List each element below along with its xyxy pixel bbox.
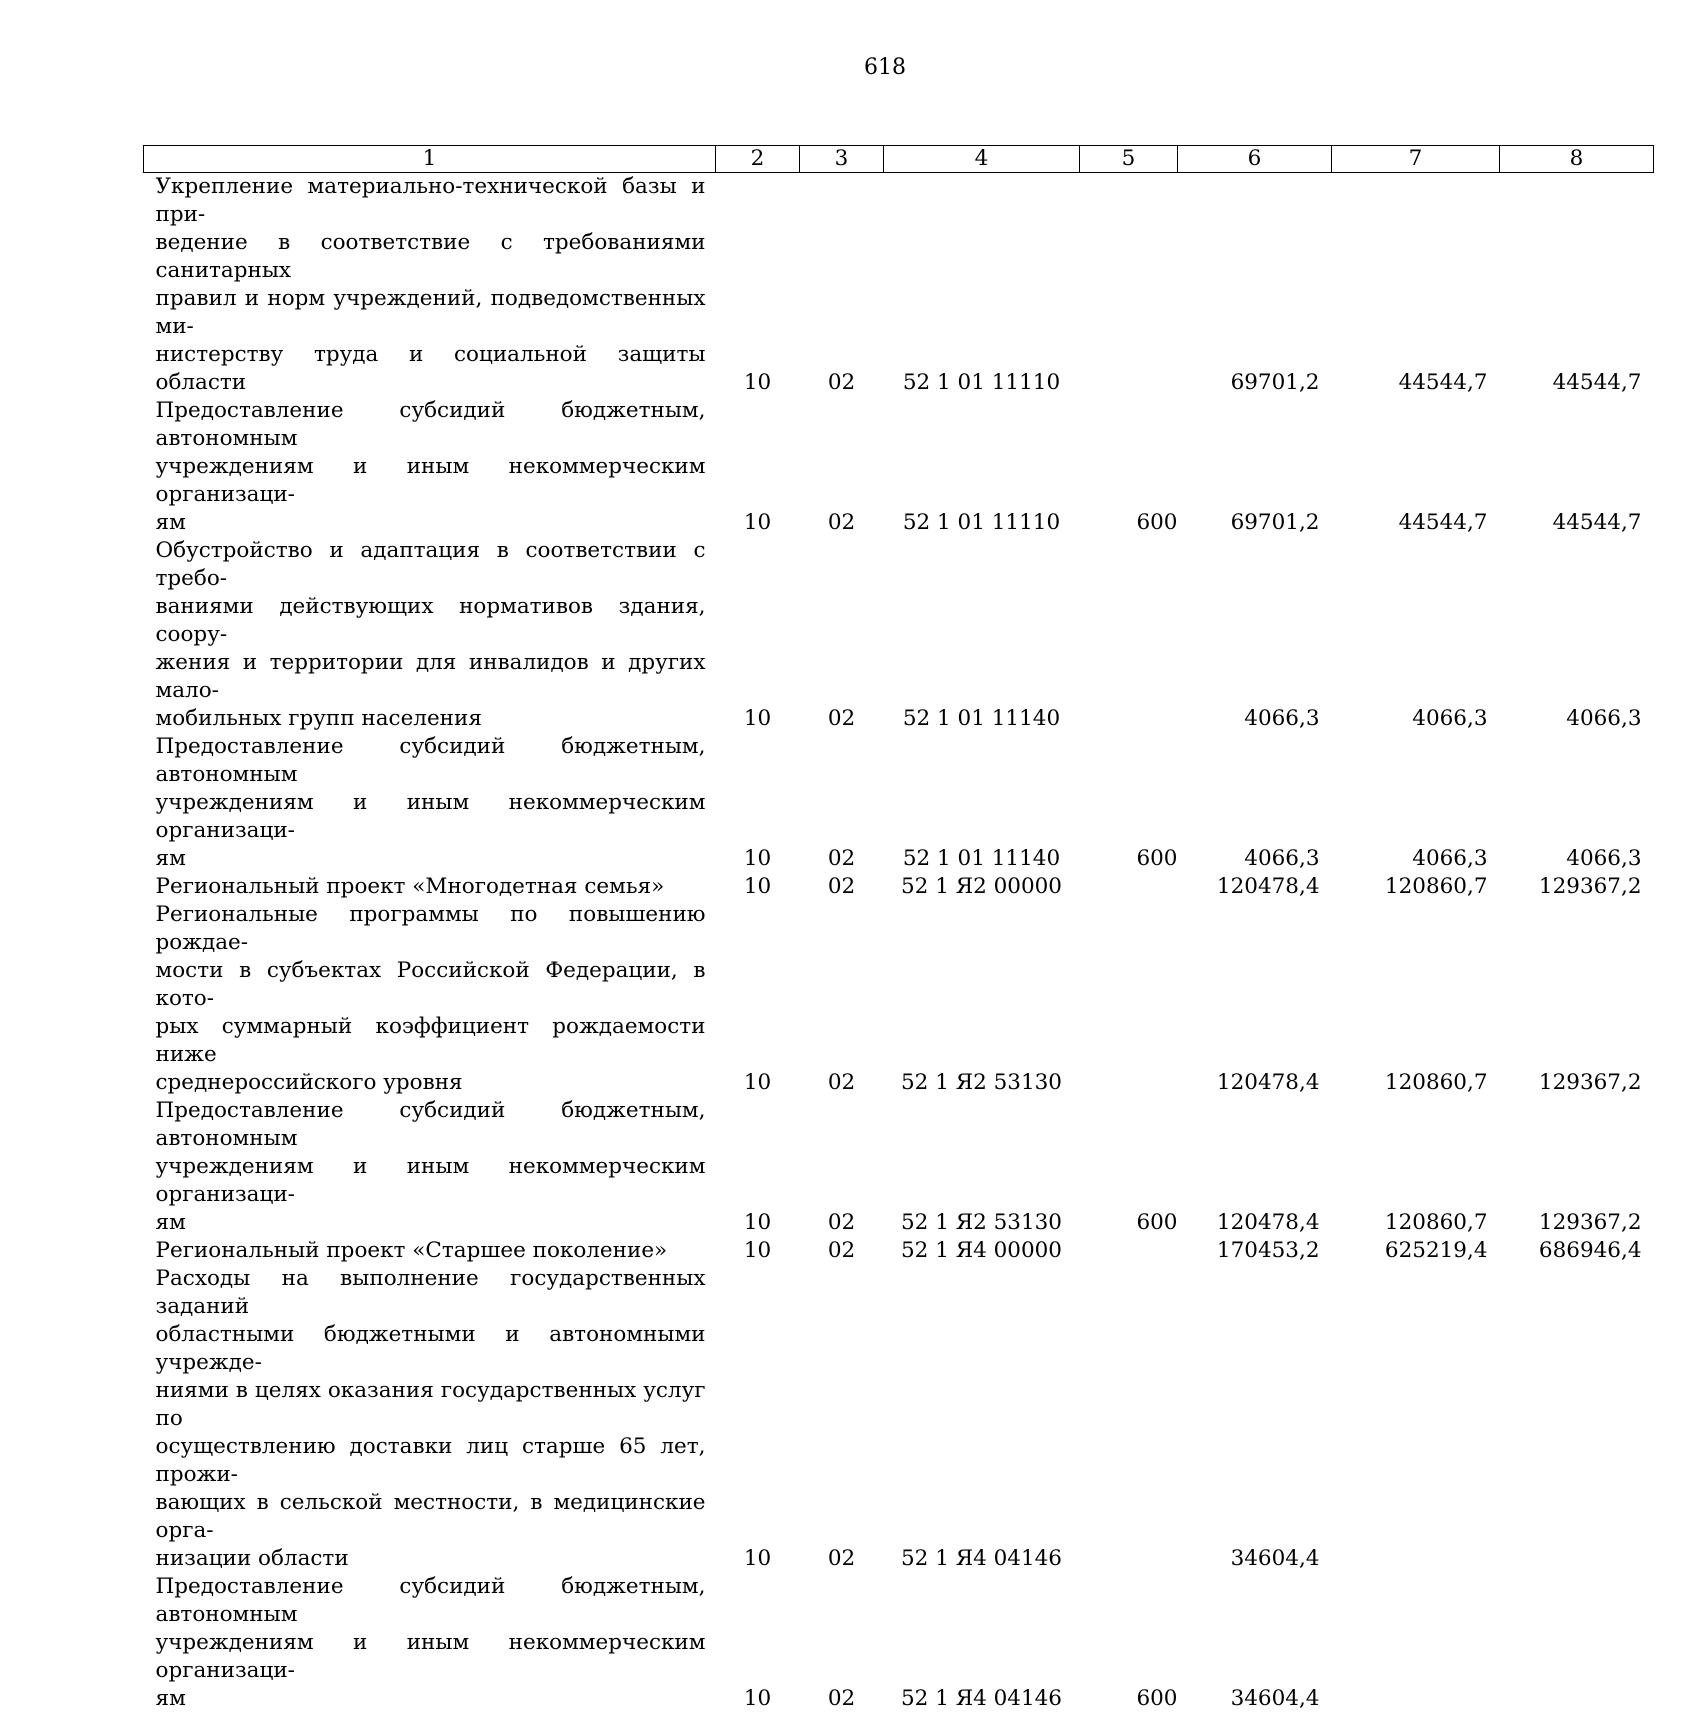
expense-type-cell xyxy=(1080,173,1178,398)
header-cell-3: 3 xyxy=(800,146,884,173)
header-cell-4: 4 xyxy=(884,146,1080,173)
amount-col6-cell: 120478,4 xyxy=(1178,901,1332,1097)
amount-col6-cell: 4066,3 xyxy=(1178,537,1332,733)
amount-col7-cell xyxy=(1332,1265,1500,1573)
amount-col8-cell: 44544,7 xyxy=(1500,173,1654,398)
target-article-cell: 52 1 01 11110 xyxy=(884,173,1080,398)
amount-col6-cell: 170453,2 xyxy=(1178,1237,1332,1265)
table-body xyxy=(144,173,1654,1713)
amount-col8-cell: 129367,2 xyxy=(1500,873,1654,901)
row-name-line: Региональный проект «Многодетная семья» xyxy=(156,873,706,901)
row-name-line: Предоставление субсидий бюджетным, автономным xyxy=(156,1573,706,1629)
row-name-line: учреждениям и иным некоммерческим организаци- xyxy=(156,789,706,845)
amount-col8-cell: 4066,3 xyxy=(1500,537,1654,733)
row-name-line: ям xyxy=(156,845,706,873)
amount-col6-cell: 69701,2 xyxy=(1178,397,1332,537)
section-cell: 10 xyxy=(716,1265,800,1573)
amount-col7-cell: 120860,7 xyxy=(1332,873,1500,901)
row-name-line: Расходы на выполнение государственных заданий xyxy=(156,1265,706,1321)
header-row xyxy=(144,146,1654,173)
row-name-cell xyxy=(144,901,716,1097)
row-name-line: Предоставление субсидий бюджетным, автономным xyxy=(156,397,706,453)
subsection-cell: 02 xyxy=(800,173,884,398)
subsection-cell: 02 xyxy=(800,1573,884,1713)
target-article-cell: 52 1 Я4 00000 xyxy=(884,1237,1080,1265)
row-name-line: Региональный проект «Старшее поколение» xyxy=(156,1237,706,1265)
expense-type-cell: 600 xyxy=(1080,397,1178,537)
row-name-cell xyxy=(144,1573,716,1713)
row-name-line: учреждениям и иным некоммерческим организаци- xyxy=(156,1153,706,1209)
page-number: 618 xyxy=(0,55,1697,80)
row-name-line: жения и территории для инвалидов и других мало- xyxy=(156,649,706,705)
target-article-cell: 52 1 01 11110 xyxy=(884,397,1080,537)
table-row xyxy=(144,537,1654,733)
amount-col8-cell xyxy=(1500,1265,1654,1573)
row-name-cell xyxy=(144,873,716,901)
row-name-cell xyxy=(144,173,716,398)
amount-col7-cell: 44544,7 xyxy=(1332,397,1500,537)
table-row xyxy=(144,173,1654,398)
amount-col7-cell: 4066,3 xyxy=(1332,537,1500,733)
amount-col7-cell xyxy=(1332,1573,1500,1713)
target-article-cell: 52 1 01 11140 xyxy=(884,537,1080,733)
row-name-line: осуществлению доставки лиц старше 65 лет, прожи- xyxy=(156,1433,706,1489)
subsection-cell: 02 xyxy=(800,537,884,733)
section-cell: 10 xyxy=(716,537,800,733)
row-name-line: ведение в соответствие с требованиями санитарных xyxy=(156,229,706,285)
subsection-cell: 02 xyxy=(800,397,884,537)
subsection-cell: 02 xyxy=(800,1237,884,1265)
section-cell: 10 xyxy=(716,901,800,1097)
table-row xyxy=(144,733,1654,873)
row-name-cell xyxy=(144,397,716,537)
target-article-cell: 52 1 Я2 53130 xyxy=(884,1097,1080,1237)
amount-col8-cell: 129367,2 xyxy=(1500,901,1654,1097)
table-row xyxy=(144,1237,1654,1265)
target-article-cell: 52 1 Я4 04146 xyxy=(884,1573,1080,1713)
row-name-line: вающих в сельской местности, в медицинские орга- xyxy=(156,1489,706,1545)
table-row xyxy=(144,901,1654,1097)
amount-col8-cell: 44544,7 xyxy=(1500,397,1654,537)
subsection-cell: 02 xyxy=(800,873,884,901)
amount-col6-cell: 4066,3 xyxy=(1178,733,1332,873)
row-name-line: учреждениям и иным некоммерческим организаци- xyxy=(156,1629,706,1685)
amount-col6-cell: 34604,4 xyxy=(1178,1573,1332,1713)
row-name-line: Предоставление субсидий бюджетным, автономным xyxy=(156,733,706,789)
row-name-line: среднероссийского уровня xyxy=(156,1069,706,1097)
header-cell-7: 7 xyxy=(1332,146,1500,173)
section-cell: 10 xyxy=(716,873,800,901)
row-name-line: областными бюджетными и автономными учрежде- xyxy=(156,1321,706,1377)
amount-col7-cell: 120860,7 xyxy=(1332,901,1500,1097)
row-name-cell xyxy=(144,1237,716,1265)
amount-col6-cell: 120478,4 xyxy=(1178,873,1332,901)
row-name-cell xyxy=(144,1097,716,1237)
expense-type-cell xyxy=(1080,873,1178,901)
amount-col7-cell: 44544,7 xyxy=(1332,173,1500,398)
expense-type-cell: 600 xyxy=(1080,1573,1178,1713)
row-name-cell xyxy=(144,537,716,733)
table-row xyxy=(144,1097,1654,1237)
row-name-line: Предоставление субсидий бюджетным, автономным xyxy=(156,1097,706,1153)
table-row xyxy=(144,397,1654,537)
amount-col7-cell: 625219,4 xyxy=(1332,1237,1500,1265)
row-name-cell xyxy=(144,733,716,873)
table-row xyxy=(144,873,1654,901)
expense-type-cell: 600 xyxy=(1080,733,1178,873)
row-name-line: нистерству труда и социальной защиты области xyxy=(156,341,706,397)
section-cell: 10 xyxy=(716,1237,800,1265)
row-name-line: ям xyxy=(156,1209,706,1237)
target-article-cell: 52 1 Я4 04146 xyxy=(884,1265,1080,1573)
row-name-line: ниями в целях оказания государственных услуг по xyxy=(156,1377,706,1433)
expense-type-cell xyxy=(1080,1265,1178,1573)
expense-type-cell xyxy=(1080,901,1178,1097)
expense-type-cell xyxy=(1080,1237,1178,1265)
expense-type-cell xyxy=(1080,537,1178,733)
amount-col8-cell: 129367,2 xyxy=(1500,1097,1654,1237)
budget-table xyxy=(143,145,1654,1713)
expense-type-cell: 600 xyxy=(1080,1097,1178,1237)
subsection-cell: 02 xyxy=(800,901,884,1097)
row-name-line: мобильных групп населения xyxy=(156,705,706,733)
amount-col8-cell xyxy=(1500,1573,1654,1713)
section-cell: 10 xyxy=(716,173,800,398)
row-name-line: Региональные программы по повышению рождае- xyxy=(156,901,706,957)
section-cell: 10 xyxy=(716,1573,800,1713)
target-article-cell: 52 1 Я2 53130 xyxy=(884,901,1080,1097)
table-row xyxy=(144,1573,1654,1713)
row-name-line: ям xyxy=(156,509,706,537)
header-cell-5: 5 xyxy=(1080,146,1178,173)
amount-col7-cell: 120860,7 xyxy=(1332,1097,1500,1237)
header-cell-2: 2 xyxy=(716,146,800,173)
section-cell: 10 xyxy=(716,397,800,537)
subsection-cell: 02 xyxy=(800,1097,884,1237)
section-cell: 10 xyxy=(716,1097,800,1237)
row-name-line: низации области xyxy=(156,1545,706,1573)
target-article-cell: 52 1 Я2 00000 xyxy=(884,873,1080,901)
amount-col8-cell: 686946,4 xyxy=(1500,1237,1654,1265)
table-row xyxy=(144,1265,1654,1573)
row-name-cell xyxy=(144,1265,716,1573)
row-name-line: учреждениям и иным некоммерческим организаци- xyxy=(156,453,706,509)
row-name-line: ваниями действующих нормативов здания, соору- xyxy=(156,593,706,649)
row-name-line: Укрепление материально-технической базы и при- xyxy=(156,173,706,229)
amount-col6-cell: 120478,4 xyxy=(1178,1097,1332,1237)
header-cell-1: 1 xyxy=(144,146,716,173)
subsection-cell: 02 xyxy=(800,733,884,873)
row-name-line: ям xyxy=(156,1685,706,1713)
row-name-line: Обустройство и адаптация в соответствии с требо- xyxy=(156,537,706,593)
amount-col8-cell: 4066,3 xyxy=(1500,733,1654,873)
amount-col6-cell: 34604,4 xyxy=(1178,1265,1332,1573)
header-cell-6: 6 xyxy=(1178,146,1332,173)
section-cell: 10 xyxy=(716,733,800,873)
target-article-cell: 52 1 01 11140 xyxy=(884,733,1080,873)
amount-col7-cell: 4066,3 xyxy=(1332,733,1500,873)
row-name-line: правил и норм учреждений, подведомственных ми- xyxy=(156,285,706,341)
amount-col6-cell: 69701,2 xyxy=(1178,173,1332,398)
row-name-line: мости в субъектах Российской Федерации, в кото- xyxy=(156,957,706,1013)
subsection-cell: 02 xyxy=(800,1265,884,1573)
header-cell-8: 8 xyxy=(1500,146,1654,173)
row-name-line: рых суммарный коэффициент рождаемости ниже xyxy=(156,1013,706,1069)
